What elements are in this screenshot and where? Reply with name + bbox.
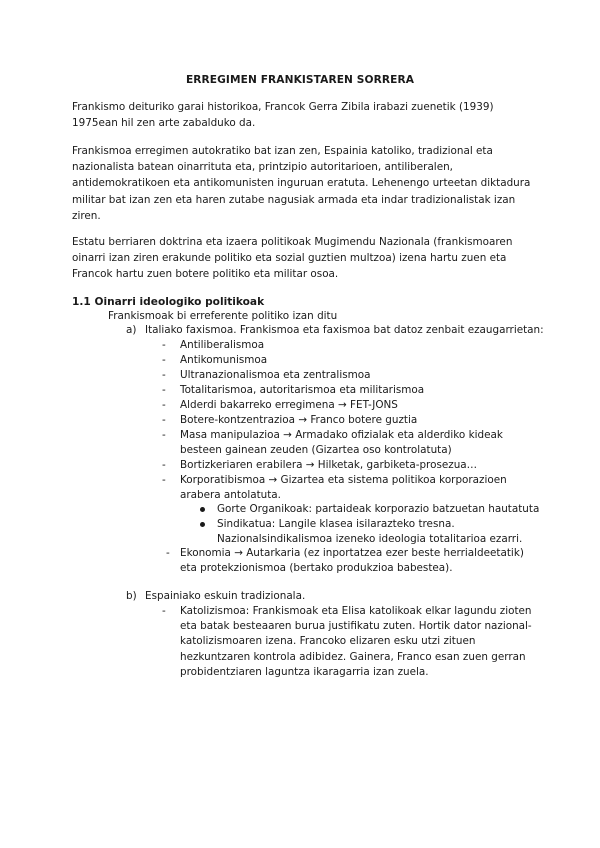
dash-marker: - [162, 605, 166, 617]
dash-marker: - [162, 459, 166, 471]
dash-item-text: Botere-kontzentrazioa → Franco botere guztia [180, 414, 418, 426]
dash-item-text: Antiliberalismoa [180, 339, 265, 351]
dash-marker: - [162, 429, 166, 441]
bullet-item-text: Gorte Organikoak: partaideak korporazio batzuetan hautatuta [217, 503, 540, 515]
dash-item-text: Katolizismoa: Frankismoak eta Elisa katolikoak elkar lagundu zioten eta batak besteaaren burua justifikatu zuten. Hortik dator nazional-katolizismoaren izena. Francoko elizaren esku utzi zituen hezkuntzaren kontrola adibidez. Gainera, Franco esan zuen gerran probidentziaren laguntza ikaragarria izan zuela. [180, 605, 532, 678]
dash-marker: - [162, 354, 166, 366]
dash-item-text: Ultranazionalismoa eta zentralismoa [180, 369, 371, 381]
dash-marker: - [162, 414, 166, 426]
dash-item-text: Ekonomia → Autarkaria (ez inportatzea ezer beste herrialdeetatik) eta protekzionismoa (bertako produkzioa babestea). [180, 547, 524, 575]
list-marker-b: b) [126, 590, 137, 602]
dash-item-text: Antikomunismoa [180, 354, 268, 366]
paragraph-characteristics: Frankismoa erregimen autokratiko bat izan zen, Espainia katoliko, tradizional eta nazionalista batean oinarrituta eta, printzipio autoritarioen, antiliberalen, antidemokratikoen eta antikomunisten inguruan eratuta. Lehenengo urteetan diktadura militar bat izan zen eta haren zutabe nagusiak armada eta indar tradizionalistak izan ziren. [72, 145, 531, 222]
dash-marker: - [162, 369, 166, 381]
list-marker-a: a) [126, 324, 137, 336]
list-item-a-label: Italiako faxismoa. Frankismoa eta faxismoa bat datoz zenbait ezaugarrietan: [145, 324, 544, 336]
dash-marker: - [162, 399, 166, 411]
dash-item-text: Bortizkeriaren erabilera → Hilketak, garbiketa-prosezua… [180, 459, 478, 471]
paragraph-intro: Frankismo deituriko garai historikoa, Francok Gerra Zibila irabazi zuenetik (1939) 1975ean hil zen arte zabalduko da. [72, 101, 494, 130]
section-intro: Frankismoak bi erreferente politiko izan ditu [108, 310, 338, 322]
bullet-item-text: Sindikatua: Langile klasea isilarazteko tresna. Nazionalsindikalismoa izeneko ideologia totalitarioa ezarri. [217, 518, 523, 546]
dash-item-text: Masa manipulazioa → Armadako ofizialak eta alderdiko kideak besteen gainean zeuden (Gizartea oso kontrolatuta) [180, 429, 503, 457]
paragraph-doctrine: Estatu berriaren doktrina eta izaera politikoak Mugimendu Nazionala (frankismoaren oinarri izan ziren erakunde politiko eta sozial guztien multzoa) izena hartu zuen eta Francok hartu zuen botere politiko eta militar osoa. [72, 236, 513, 281]
dash-marker: - [162, 339, 166, 351]
dash-item-text: Alderdi bakarreko erregimena → FET-JONS [180, 399, 398, 411]
list-item-b-label: Espainiako eskuin tradizionala. [145, 590, 306, 602]
bullet-dot [200, 522, 205, 527]
bullet-dot [200, 507, 205, 512]
dash-marker: - [162, 474, 166, 486]
dash-marker: - [162, 384, 166, 396]
section-heading: 1.1 Oinarri ideologiko politikoak [72, 296, 265, 308]
dash-item-text: Korporatibismoa → Gizartea eta sistema politikoa korporazioen arabera antolatuta. [180, 474, 507, 502]
document-title: ERREGIMEN FRANKISTAREN SORRERA [185, 74, 415, 86]
dash-marker: - [166, 547, 170, 559]
dash-item-text: Totalitarismoa, autoritarismoa eta militarismoa [180, 384, 425, 396]
